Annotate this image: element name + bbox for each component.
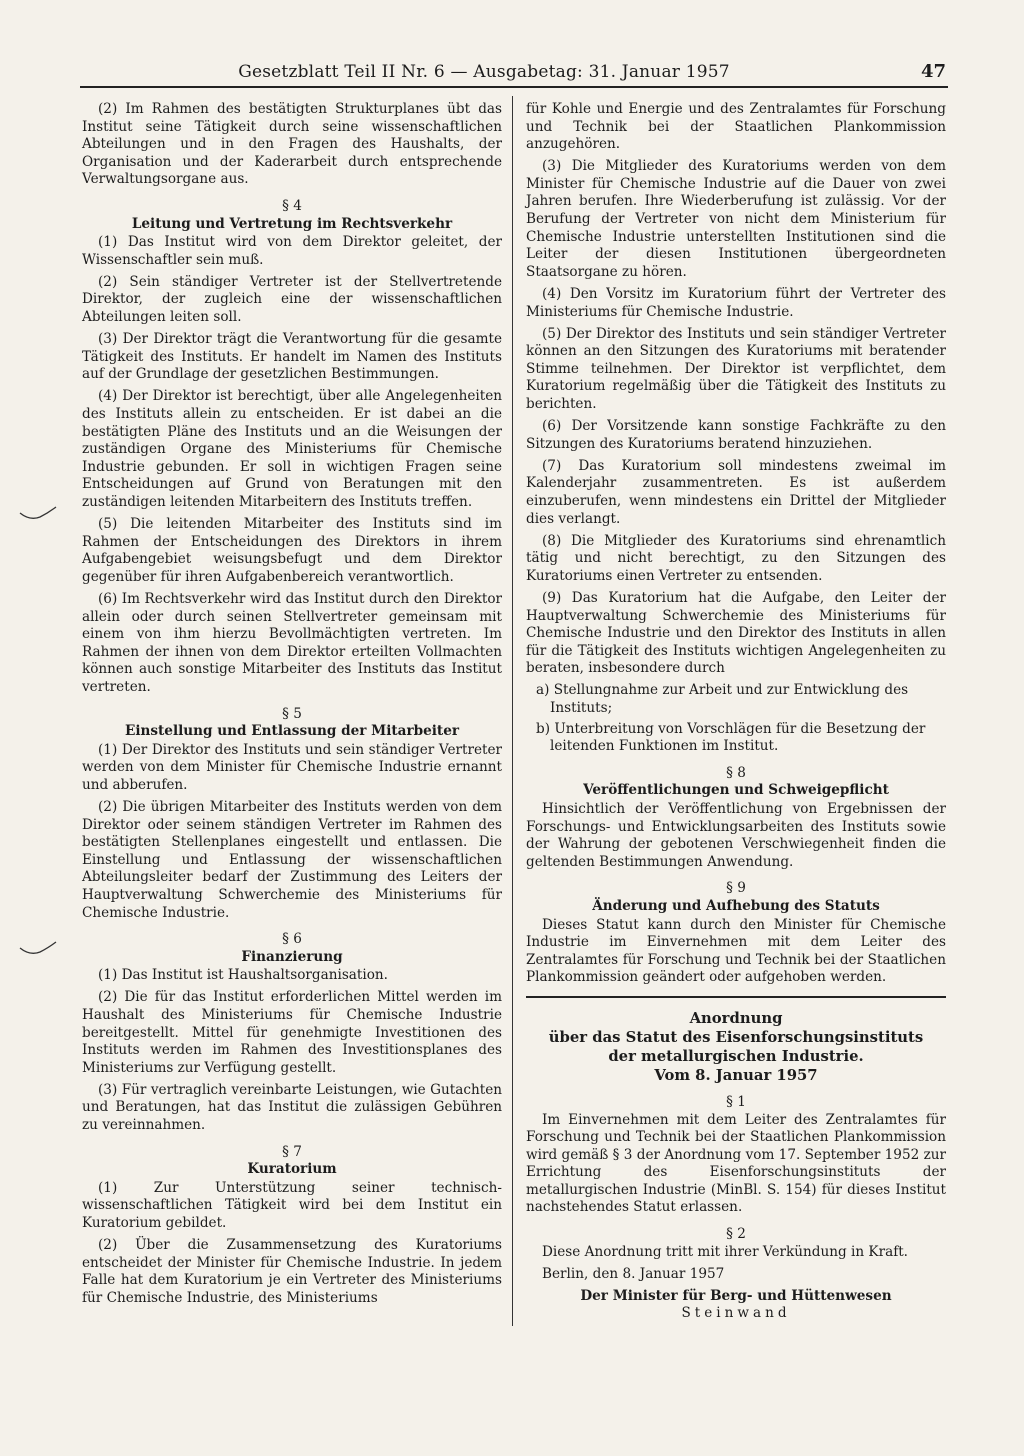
paragraph: (7) Das Kuratorium soll mindestens zweimal im Kalenderjahr zusammentreten. Es ist außerdem einzuberufen, wenn mindestens ein Drittel der Mitglieder dies verlangt.	[526, 457, 946, 527]
list-item: b) Unterbreitung von Vorschlägen für die Besetzung der leitenden Funktionen im Institut.	[536, 720, 926, 755]
signer-name: Steinwand	[681, 1305, 791, 1322]
right-column	[526, 101, 946, 1323]
paragraph: (4) Den Vorsitz im Kuratorium führt der Vertreter des Ministeriums für Chemische Industrie.	[526, 285, 946, 320]
section-heading: Kuratorium	[247, 1161, 337, 1178]
section-number: § 5	[282, 705, 302, 722]
paragraph: (4) Der Direktor ist berechtigt, über alle Angelegenheiten des Instituts allein zu entscheiden. Er ist dabei an die bestätigten Pläne des Instituts und an die Weisungen der zuständigen Organe des Ministeriums für Chemische Industrie gebunden. Er soll in wichtigen Fragen seine Entscheidungen auf Grund von Beratungen mit den zuständigen leitenden Mitarbeitern des Instituts treffen.	[82, 388, 502, 510]
paragraph: (1) Das Institut wird von dem Direktor geleitet, der Wissenschaftler sein muß.	[82, 234, 502, 268]
ordinance-date: Vom 8. Januar 1957	[654, 1066, 818, 1084]
paragraph: (2) Über die Zusammensetzung des Kuratoriums entscheidet der Minister für Chemische Industrie. In jedem Falle hat dem Kuratorium je ein Vertreter des Ministeriums für Chemische Industrie, des Ministeriums	[82, 1237, 502, 1306]
ordinance-title: Anordnung	[689, 1009, 783, 1027]
paragraph: Diese Anordnung tritt mit ihrer Verkündung in Kraft.	[542, 1243, 909, 1260]
paragraph: (2) Die für das Institut erforderlichen Mittel werden im Haushalt des Ministeriums für Chemische Industrie bereitgestellt. Mittel für genehmigte Investitionen des Instituts werden im Rahmen des Investitionsplanes des Ministeriums zur Verfügung gestellt.	[82, 989, 502, 1076]
ordinance-subtitle: über das Statut des Eisenforschungsinstituts	[548, 1028, 924, 1046]
signer-title: Der Minister für Berg- und Hüttenwesen	[580, 1287, 892, 1304]
left-column	[82, 101, 502, 1312]
page-number: 47	[920, 61, 946, 82]
paragraph: Im Einvernehmen mit dem Leiter des Zentralamtes für Forschung und Technik bei der Staatlichen Plankommission wird gemäß § 3 der Anordnung vom 17. September 1952 zur Errichtung des Eisenforschungsinstituts der metallurgischen Industrie (MinBl. S. 154) für dieses Institut nachstehendes Statut erlassen.	[526, 1111, 946, 1216]
section-number: § 8	[726, 764, 746, 781]
place-date: Berlin, den 8. Januar 1957	[542, 1265, 725, 1282]
paragraph: (1) Das Institut ist Haushaltsorganisation.	[98, 967, 388, 984]
paragraph: (9) Das Kuratorium hat die Aufgabe, den Leiter der Hauptverwaltung Schwerchemie des Ministeriums für Chemische Industrie und den Direktor des Instituts in allen für die Tätigkeit des Instituts wichtigen Angelegenheiten zu beraten, insbesondere durch	[526, 589, 946, 677]
header-title: Gesetzblatt Teil II Nr. 6 — Ausgabetag: 31. Januar 1957	[238, 62, 730, 82]
paragraph: für Kohle und Energie und des Zentralamtes für Forschung und Technik bei der Staatlichen Plankommission anzugehören.	[526, 101, 946, 153]
section-heading: Leitung und Vertretung im Rechtsverkehr	[131, 215, 453, 232]
section-number: § 7	[282, 1143, 302, 1160]
section-number: § 9	[726, 880, 746, 897]
section-divider	[526, 996, 946, 998]
margin-pencil-mark	[16, 940, 60, 960]
section-number: § 6	[282, 931, 302, 948]
paragraph: (2) Die übrigen Mitarbeiter des Instituts werden von dem Direktor oder seinem ständigen Vertreter im Rahmen des bestätigten Stellenplanes eingestellt und entlassen. Die Einstellung und Entlassung der wissenschaftlichen Abteilungsleiter bedarf der Zustimmung des Leiters der Hauptverwaltung Schwerchemie des Ministeriums für Chemische Industrie.	[82, 798, 502, 921]
paragraph: (3) Der Direktor trägt die Verantwortung für die gesamte Tätigkeit des Instituts. Er handelt im Namen des Instituts auf der Grundlage der gesetzlichen Bestimmungen.	[82, 331, 502, 383]
paragraph: (2) Im Rahmen des bestätigten Strukturplanes übt das Institut seine Tätigkeit durch seine wissenschaftlichen Abteilungen und in den Fragen des Haushalts, der Organisation und der Kaderarbeit durch entsprechende Verwaltungsorgane aus.	[82, 101, 502, 188]
paragraph: (1) Zur Unterstützung seiner technisch-wissenschaftlichen Tätigkeit wird bei dem Institut ein Kuratorium gebildet.	[82, 1179, 502, 1232]
paragraph: (5) Die leitenden Mitarbeiter des Instituts sind im Rahmen der Entscheidungen des Direktors in ihrem Aufgabengebiet weisungsbefugt und dem Direktor gegenüber für ihren Aufgabenbereich verantwortlich.	[82, 516, 502, 585]
margin-pencil-mark	[16, 505, 60, 525]
paragraph: (6) Der Vorsitzende kann sonstige Fachkräfte zu den Sitzungen des Kuratoriums beratend hinzuziehen.	[526, 418, 946, 452]
paragraph: (8) Die Mitglieder des Kuratoriums sind ehrenamtlich tätig und nicht berechtigt, zu den Sitzungen des Kuratoriums einen Vertreter zu entsenden.	[526, 532, 946, 584]
paragraph: Hinsichtlich der Veröffentlichung von Ergebnissen der Forschungs- und Entwicklungsarbeiten des Instituts sowie der Wahrung der gebotenen Verschwiegenheit finden die geltenden Bestimmungen Anwendung.	[526, 800, 946, 870]
paragraph: (5) Der Direktor des Instituts und sein ständiger Vertreter können an den Sitzungen des Kuratoriums mit beratender Stimme teilnehmen. Der Direktor ist verpflichtet, dem Kuratorium regelmäßig über die Tätigkeit des Instituts zu berichten.	[526, 325, 946, 412]
list-item: a) Stellungnahme zur Arbeit und zur Entwicklung des Instituts;	[536, 682, 909, 716]
section-heading: Einstellung und Entlassung der Mitarbeiter	[124, 723, 460, 740]
section-heading: Veröffentlichungen und Schweigepflicht	[583, 782, 889, 799]
section-heading: Finanzierung	[241, 948, 343, 965]
paragraph: (2) Sein ständiger Vertreter ist der Stellvertretende Direktor, der zugleich eine der wissenschaftlichen Abteilungen leiten soll.	[82, 273, 502, 326]
section-number: § 2	[726, 1226, 746, 1243]
paragraph: (1) Der Direktor des Instituts und sein ständiger Vertreter werden von dem Minister für Chemische Industrie ernannt und abberufen.	[82, 741, 502, 793]
paragraph: (3) Für vertraglich vereinbarte Leistungen, wie Gutachten und Beratungen, hat das Institut die zulässigen Gebühren zu vereinnahmen.	[82, 1081, 502, 1134]
section-heading: Änderung und Aufhebung des Statuts	[592, 897, 880, 914]
section-number: § 1	[726, 1093, 746, 1110]
paragraph: (3) Die Mitglieder des Kuratoriums werden von dem Minister für Chemische Industrie auf die Dauer von zwei Jahren berufen. Ihre Wiederberufung ist zulässig. Vor der Berufung der Vertreter von nicht dem Ministerium für Chemische Industrie unterstellten Institutionen sind die Leiter der diesen Institutionen übergeordneten Staatsorgane zu hören.	[526, 158, 946, 280]
column-rule	[512, 96, 513, 1326]
header-rule	[80, 86, 948, 88]
ordinance-subtitle: der metallurgischen Industrie.	[608, 1047, 864, 1065]
paragraph: Dieses Statut kann durch den Minister für Chemische Industrie im Einvernehmen mit dem Leiter des Zentralamtes für Forschung und Technik bei der Staatlichen Plankommission geändert oder aufgehoben werden.	[526, 916, 946, 986]
section-number: § 4	[282, 197, 302, 214]
page-header	[80, 59, 948, 85]
paragraph: (6) Im Rechtsverkehr wird das Institut durch den Direktor allein oder durch seinen Stellvertreter gemeinsam mit einem von ihm hierzu Bevollmächtigten vertreten. Im Rahmen der ihnen von dem Direktor erteilten Vollmachten können auch sonstige Mitarbeiter des Instituts das Institut vertreten.	[82, 590, 502, 695]
